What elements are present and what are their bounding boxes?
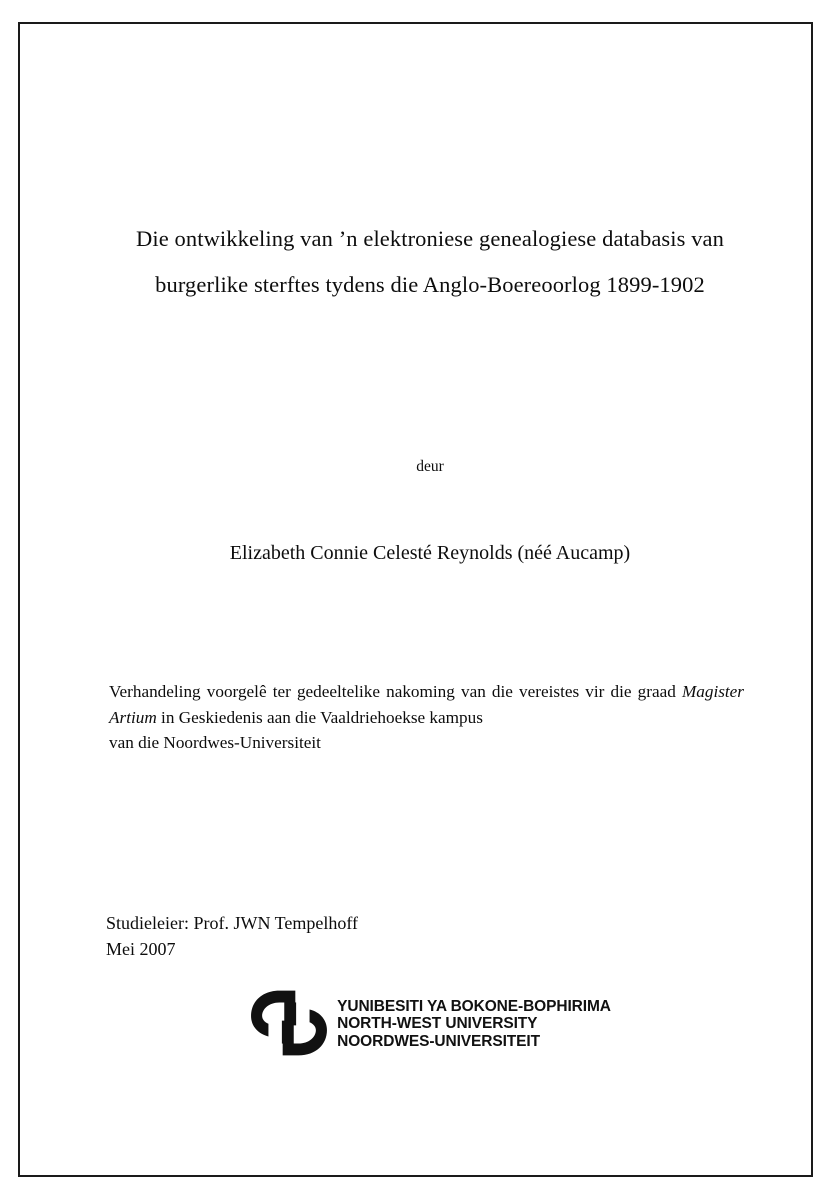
title-line-2: burgerlike sterftes tydens die Anglo-Boereoorlog 1899-1902 [155,272,705,297]
statement-part-2: in Geskiedenis aan die Vaaldriehoekse kampus [156,707,483,727]
logo-line-2: NORTH-WEST UNIVERSITY [337,1015,538,1033]
north-west-university-logo-icon [249,989,329,1057]
statement-part-1: Verhandeling voorgelê ter gedeeltelike nakoming van die vereistes vir die graad [109,682,682,701]
title-line-1: Die ontwikkeling van ’n elektroniese genealogiese databasis van [136,226,724,251]
by-word: deur [416,458,444,475]
supervisor-block [106,910,754,962]
page-border [18,22,813,1177]
university-logo [106,989,754,1057]
date-line: Mei 2007 [106,939,176,959]
logo-line-3: NOORDWES-UNIVERSITEIT [337,1032,540,1050]
statement-part-3: van die Noordwes-Universiteit [109,733,321,752]
supervisor-line: Studieleier: Prof. JWN Tempelhoff [106,913,359,933]
university-logo-text [337,996,611,1051]
page-content [106,24,754,1175]
page-title [106,216,754,308]
author-name: Elizabeth Connie Celesté Reynolds (néé Aucamp) [229,542,631,564]
degree-name: Magister Artium [109,682,744,727]
degree-statement [109,679,744,756]
logo-line-1: YUNIBESITI YA BOKONE-BOPHIRIMA [337,997,611,1015]
